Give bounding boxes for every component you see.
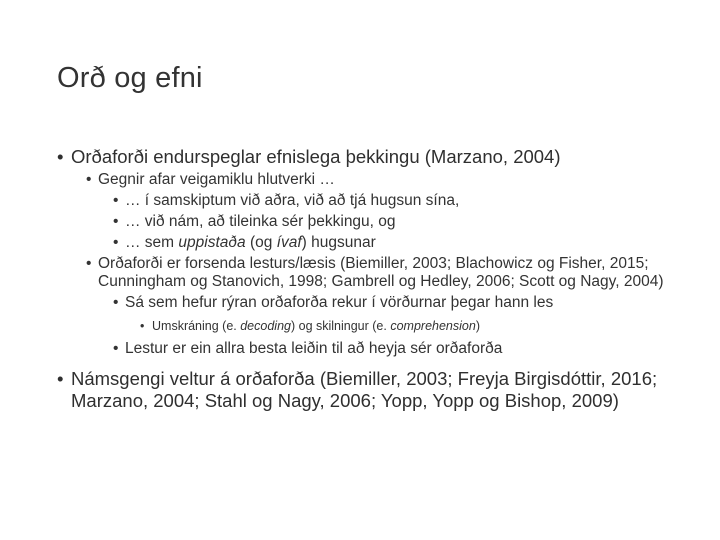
bullet-text: Gegnir afar veigamiklu hlutverki … [98,171,335,188]
bullet-icon: • [113,192,119,209]
bullet-text: Námsgengi veltur á orðaforða (Biemiller, 2003; Freyja Birgisdóttir, 2016; Marzano, 2004; Stahl og Nagy, 2006; Yopp, Yopp og Bishop, 2009) [71,368,658,411]
bullet-text: … við nám, að tileinka sér þekkingu, og [125,213,396,230]
bullet-text: Sá sem hefur rýran orðaforða rekur í vörðurnar þegar hann les [125,294,554,311]
bullet-icon: • [113,234,119,251]
bullet-icon: • [140,319,145,333]
bullet-text-pre: … sem [125,234,179,251]
bullet-text: Orðaforði er forsenda lesturs/læsis (Biemiller, 2003; Blachowicz og Fisher, 2015; Cunningham og Stanovich, 1998; Gambrell og Hedley, 2006; Scott og Nagy, 2004) [98,255,664,290]
bullet-item [57,234,687,252]
bullet-list [57,146,687,412]
bullet-text-italic: decoding [240,319,291,333]
bullet-icon: • [57,146,64,167]
bullet-text-mid: ) og skilningur (e. [290,319,391,333]
bullet-item [57,171,687,189]
bullet-icon: • [57,368,64,389]
bullet-item [57,294,687,312]
bullet-text: … í samskiptum við aðra, við að tjá hugsun sína, [125,192,460,209]
bullet-icon: • [113,213,119,230]
bullet-icon: • [86,171,92,188]
bullet-item [57,192,687,210]
bullet-text: Lestur er ein allra besta leiðin til að heyja sér orðaforða [125,340,503,357]
bullet-text-post: ) [475,319,480,333]
bullet-item [57,255,687,291]
bullet-text: Orðaforði endurspeglar efnislega þekkingu (Marzano, 2004) [71,146,561,167]
bullet-text-italic: comprehension [390,319,476,333]
bullet-text-italic: uppistaða [178,234,246,251]
bullet-text-post: ) hugsunar [301,234,376,251]
bullet-icon: • [86,255,92,272]
bullet-text-italic: ívaf [276,234,302,251]
bullet-text-pre: Umskráning (e. [152,319,241,333]
bullet-item [57,146,687,168]
bullet-item [57,340,687,358]
bullet-item [57,368,687,412]
bullet-item [57,318,687,334]
bullet-icon: • [113,340,119,357]
bullet-text-mid: (og [245,234,277,251]
bullet-item [57,213,687,231]
bullet-icon: • [113,294,119,311]
slide-title: Orð og efni [57,62,203,94]
